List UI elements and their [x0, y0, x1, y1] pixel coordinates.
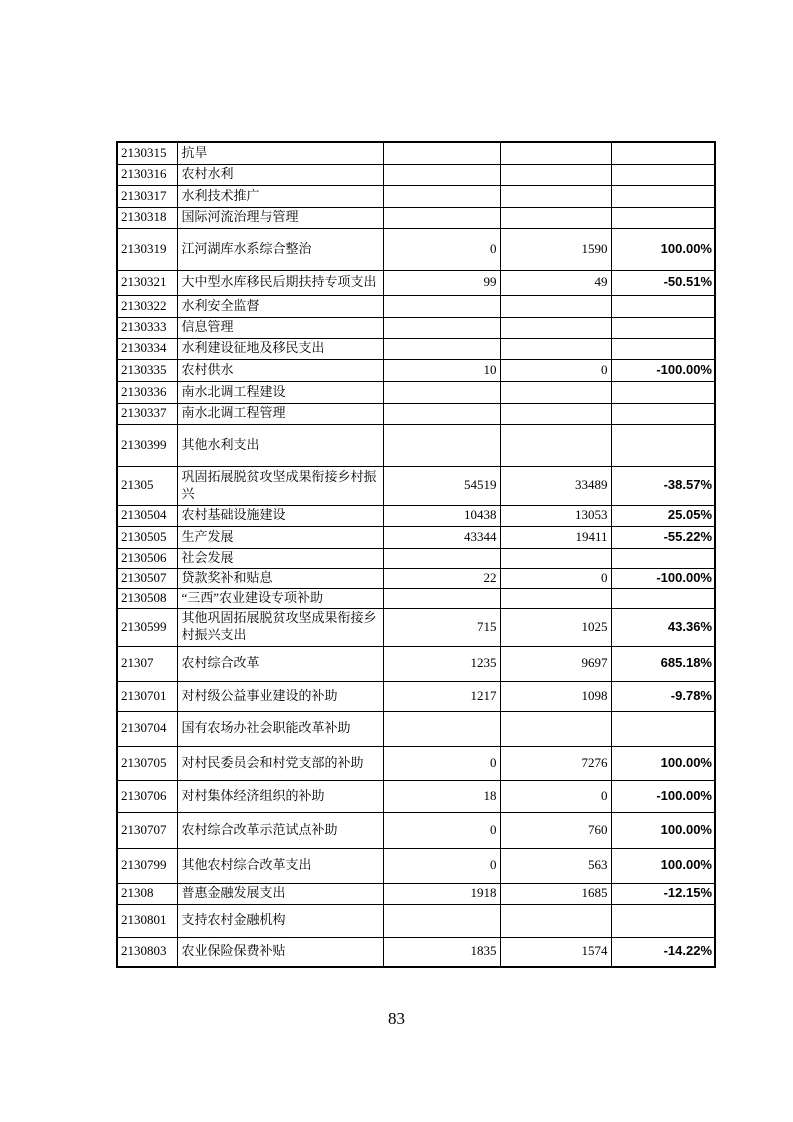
name-cell: 其他水利支出: [177, 424, 383, 466]
value2-cell: 0: [500, 359, 611, 381]
name-cell: 水利技术推广: [177, 185, 383, 207]
value1-cell: 22: [383, 568, 500, 588]
name-cell: 水利建设征地及移民支出: [177, 338, 383, 359]
value2-cell: 0: [500, 780, 611, 812]
table-row: [117, 381, 715, 403]
value1-cell: [383, 164, 500, 185]
table-row: [117, 646, 715, 681]
table-row: [117, 746, 715, 780]
table-row: [117, 295, 715, 317]
value1-cell: 715: [383, 608, 500, 646]
name-cell: 农村综合改革: [177, 646, 383, 681]
value2-cell: [500, 904, 611, 937]
percent-cell: -100.00%: [611, 359, 715, 381]
value1-cell: [383, 185, 500, 207]
value2-cell: 49: [500, 270, 611, 295]
value1-cell: [383, 295, 500, 317]
table-row: [117, 904, 715, 937]
value2-cell: [500, 185, 611, 207]
name-cell: 巩固拓展脱贫攻坚成果衔接乡村振兴: [177, 466, 383, 505]
code-cell: 2130318: [117, 207, 177, 228]
code-cell: 2130701: [117, 681, 177, 711]
value2-cell: 1098: [500, 681, 611, 711]
table-row: [117, 526, 715, 548]
table-row: [117, 270, 715, 295]
code-cell: 21308: [117, 883, 177, 904]
value1-cell: 99: [383, 270, 500, 295]
budget-table: [116, 141, 716, 968]
name-cell: 信息管理: [177, 317, 383, 338]
value1-cell: [383, 142, 500, 164]
code-cell: 2130319: [117, 228, 177, 270]
table-row: [117, 317, 715, 338]
name-cell: 农村水利: [177, 164, 383, 185]
percent-cell: -14.22%: [611, 937, 715, 967]
page-number: 83: [388, 1009, 405, 1028]
code-cell: 2130506: [117, 548, 177, 568]
table-row: [117, 883, 715, 904]
percent-cell: [611, 403, 715, 424]
value2-cell: 0: [500, 568, 611, 588]
value1-cell: [383, 317, 500, 338]
code-cell: 2130333: [117, 317, 177, 338]
percent-cell: [611, 711, 715, 746]
code-cell: 2130316: [117, 164, 177, 185]
table-row: [117, 588, 715, 608]
code-cell: 2130599: [117, 608, 177, 646]
table-row: [117, 185, 715, 207]
name-cell: 普惠金融发展支出: [177, 883, 383, 904]
value1-cell: [383, 424, 500, 466]
code-cell: 2130704: [117, 711, 177, 746]
name-cell: 对村集体经济组织的补助: [177, 780, 383, 812]
percent-cell: -9.78%: [611, 681, 715, 711]
table-row: [117, 780, 715, 812]
value1-cell: 0: [383, 228, 500, 270]
percent-cell: -100.00%: [611, 780, 715, 812]
table-row: [117, 608, 715, 646]
name-cell: 南水北调工程管理: [177, 403, 383, 424]
percent-cell: 685.18%: [611, 646, 715, 681]
value2-cell: [500, 164, 611, 185]
percent-cell: 100.00%: [611, 228, 715, 270]
value1-cell: [383, 207, 500, 228]
value2-cell: [500, 588, 611, 608]
value1-cell: [383, 338, 500, 359]
value2-cell: 9697: [500, 646, 611, 681]
value2-cell: [500, 424, 611, 466]
value1-cell: [383, 711, 500, 746]
value1-cell: 54519: [383, 466, 500, 505]
value2-cell: 7276: [500, 746, 611, 780]
percent-cell: [611, 185, 715, 207]
name-cell: 农业保险保费补贴: [177, 937, 383, 967]
code-cell: 2130801: [117, 904, 177, 937]
name-cell: 农村供水: [177, 359, 383, 381]
code-cell: 2130336: [117, 381, 177, 403]
value2-cell: [500, 338, 611, 359]
name-cell: 农村基础设施建设: [177, 505, 383, 526]
percent-cell: [611, 295, 715, 317]
table-row: [117, 505, 715, 526]
value2-cell: 33489: [500, 466, 611, 505]
table-row: [117, 548, 715, 568]
percent-cell: [611, 338, 715, 359]
code-cell: 2130322: [117, 295, 177, 317]
value2-cell: 563: [500, 848, 611, 883]
value2-cell: 19411: [500, 526, 611, 548]
value1-cell: 1217: [383, 681, 500, 711]
name-cell: 农村综合改革示范试点补助: [177, 812, 383, 848]
code-cell: 2130334: [117, 338, 177, 359]
name-cell: 其他农村综合改革支出: [177, 848, 383, 883]
value1-cell: 10438: [383, 505, 500, 526]
code-cell: 2130315: [117, 142, 177, 164]
table-row: [117, 568, 715, 588]
table-row: [117, 711, 715, 746]
value2-cell: 760: [500, 812, 611, 848]
percent-cell: -38.57%: [611, 466, 715, 505]
code-cell: 2130317: [117, 185, 177, 207]
table-body: [117, 142, 715, 967]
table-row: [117, 937, 715, 967]
value1-cell: 1835: [383, 937, 500, 967]
value2-cell: [500, 317, 611, 338]
percent-cell: 25.05%: [611, 505, 715, 526]
name-cell: 抗旱: [177, 142, 383, 164]
value2-cell: [500, 381, 611, 403]
table-row: [117, 207, 715, 228]
percent-cell: [611, 588, 715, 608]
name-cell: 生产发展: [177, 526, 383, 548]
value2-cell: [500, 548, 611, 568]
code-cell: 2130335: [117, 359, 177, 381]
code-cell: 2130799: [117, 848, 177, 883]
name-cell: 江河湖库水系综合整治: [177, 228, 383, 270]
percent-cell: [611, 142, 715, 164]
name-cell: 社会发展: [177, 548, 383, 568]
value2-cell: 1590: [500, 228, 611, 270]
code-cell: 21307: [117, 646, 177, 681]
table-row: [117, 848, 715, 883]
table-row: [117, 403, 715, 424]
percent-cell: 100.00%: [611, 746, 715, 780]
value2-cell: 1685: [500, 883, 611, 904]
value1-cell: 0: [383, 848, 500, 883]
code-cell: 2130507: [117, 568, 177, 588]
percent-cell: [611, 381, 715, 403]
value1-cell: 10: [383, 359, 500, 381]
name-cell: 支持农村金融机构: [177, 904, 383, 937]
value2-cell: [500, 207, 611, 228]
table-row: [117, 228, 715, 270]
table-row: [117, 338, 715, 359]
value2-cell: [500, 711, 611, 746]
name-cell: 水利安全监督: [177, 295, 383, 317]
percent-cell: [611, 424, 715, 466]
value1-cell: [383, 403, 500, 424]
name-cell: 其他巩固拓展脱贫攻坚成果衔接乡村振兴支出: [177, 608, 383, 646]
value1-cell: 0: [383, 746, 500, 780]
value2-cell: 1574: [500, 937, 611, 967]
value1-cell: [383, 381, 500, 403]
table-row: [117, 681, 715, 711]
table-row: [117, 142, 715, 164]
percent-cell: -12.15%: [611, 883, 715, 904]
percent-cell: -50.51%: [611, 270, 715, 295]
name-cell: 南水北调工程建设: [177, 381, 383, 403]
percent-cell: [611, 164, 715, 185]
value1-cell: 1235: [383, 646, 500, 681]
name-cell: 国有农场办社会职能改革补助: [177, 711, 383, 746]
code-cell: 2130505: [117, 526, 177, 548]
table-row: [117, 424, 715, 466]
name-cell: 对村级公益事业建设的补助: [177, 681, 383, 711]
code-cell: 2130803: [117, 937, 177, 967]
code-cell: 2130504: [117, 505, 177, 526]
name-cell: “三西”农业建设专项补助: [177, 588, 383, 608]
table-row: [117, 812, 715, 848]
value1-cell: [383, 548, 500, 568]
percent-cell: 100.00%: [611, 812, 715, 848]
code-cell: 2130705: [117, 746, 177, 780]
percent-cell: [611, 548, 715, 568]
code-cell: 2130337: [117, 403, 177, 424]
percent-cell: [611, 317, 715, 338]
code-cell: 21305: [117, 466, 177, 505]
name-cell: 对村民委员会和村党支部的补助: [177, 746, 383, 780]
code-cell: 2130508: [117, 588, 177, 608]
percent-cell: 43.36%: [611, 608, 715, 646]
value1-cell: 43344: [383, 526, 500, 548]
value1-cell: 18: [383, 780, 500, 812]
code-cell: 2130321: [117, 270, 177, 295]
percent-cell: -55.22%: [611, 526, 715, 548]
value2-cell: [500, 295, 611, 317]
percent-cell: 100.00%: [611, 848, 715, 883]
table-row: [117, 466, 715, 505]
percent-cell: [611, 904, 715, 937]
value1-cell: 1918: [383, 883, 500, 904]
percent-cell: -100.00%: [611, 568, 715, 588]
name-cell: 国际河流治理与管理: [177, 207, 383, 228]
code-cell: 2130707: [117, 812, 177, 848]
name-cell: 贷款奖补和贴息: [177, 568, 383, 588]
table-row: [117, 359, 715, 381]
value1-cell: [383, 588, 500, 608]
name-cell: 大中型水库移民后期扶持专项支出: [177, 270, 383, 295]
value1-cell: [383, 904, 500, 937]
value2-cell: [500, 142, 611, 164]
code-cell: 2130706: [117, 780, 177, 812]
value2-cell: 13053: [500, 505, 611, 526]
table-row: [117, 164, 715, 185]
percent-cell: [611, 207, 715, 228]
value1-cell: 0: [383, 812, 500, 848]
value2-cell: 1025: [500, 608, 611, 646]
value2-cell: [500, 403, 611, 424]
code-cell: 2130399: [117, 424, 177, 466]
